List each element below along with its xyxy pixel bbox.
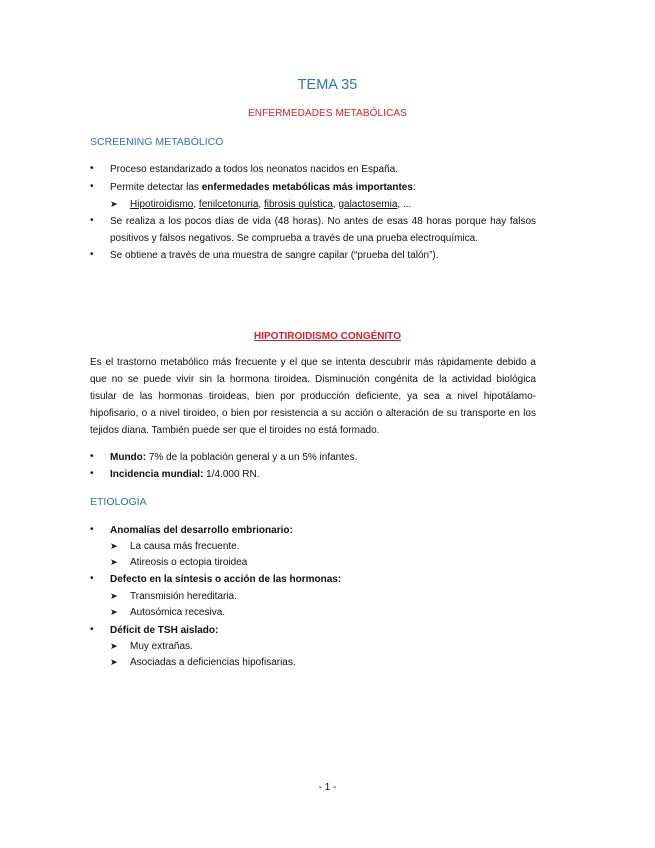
ellipsis: ... bbox=[402, 199, 412, 210]
etiologia-group-title bbox=[110, 574, 341, 585]
arrow-bullet: ➤ bbox=[110, 657, 118, 667]
etiologia-sub-item: La causa más frecuente. bbox=[130, 541, 240, 552]
bullet: • bbox=[90, 573, 94, 584]
bold-text: enfermedades metabólicas más importantes bbox=[201, 182, 413, 193]
separator: , bbox=[258, 199, 264, 210]
etiologia-group-title bbox=[110, 625, 218, 636]
bullet: • bbox=[90, 215, 94, 226]
arrow-bullet: ➤ bbox=[110, 641, 118, 651]
etiologia-group-title bbox=[110, 525, 293, 536]
bold-text: Anomalías del desarrollo embrionario: bbox=[110, 525, 293, 536]
arrow-bullet: ➤ bbox=[110, 607, 118, 617]
bullet: • bbox=[90, 624, 94, 635]
section-heading-screening: SCREENING METABÓLICO bbox=[90, 136, 224, 148]
section-heading-hipotiroidismo: HIPOTIROIDISMO CONGÉNITO bbox=[253, 331, 402, 342]
disease-galactosemia: galactosemia bbox=[338, 199, 398, 210]
disease-list bbox=[130, 199, 411, 210]
screening-item bbox=[110, 182, 416, 193]
arrow-bullet: ➤ bbox=[110, 199, 118, 209]
bullet: • bbox=[90, 451, 94, 462]
stat-incidencia bbox=[110, 469, 260, 480]
arrow-bullet: ➤ bbox=[110, 557, 118, 567]
stat-value: 1/4.000 RN. bbox=[203, 469, 260, 480]
paragraph-line: que no se puede vivir sin la hormona tiroidea. Disminución congénita de la actividad biológica bbox=[90, 374, 536, 385]
screening-item: Se obtiene a través de una muestra de sangre capilar (“prueba del talón”). bbox=[110, 250, 439, 261]
disease-hipotiroidismo: Hipotiroidismo bbox=[130, 199, 194, 210]
paragraph-line: Es el trastorno metabólico más frecuente y el que se intenta descubrir más rápidamente debido a bbox=[90, 357, 536, 368]
etiologia-sub-item: Atireosis o ectopia tiroidea bbox=[130, 557, 248, 568]
page-subtitle: ENFERMEDADES METABÓLICAS bbox=[248, 108, 407, 119]
separator: , bbox=[332, 199, 339, 210]
paragraph-line: tejidos diana. También puede ser que el tiroides no está formado. bbox=[90, 425, 380, 436]
page-number: - 1 - bbox=[318, 782, 337, 793]
disease-fenilcetonuria: fenilcetonuria bbox=[198, 199, 259, 210]
separator: , bbox=[193, 199, 199, 210]
stat-label: Mundo: bbox=[110, 452, 147, 463]
stat-label: Incidencia mundial: bbox=[110, 469, 204, 480]
bullet: • bbox=[90, 249, 94, 260]
etiologia-sub-item: Transmisión hereditaria. bbox=[130, 591, 237, 602]
disease-fibrosis-quistica: fibrosis quística bbox=[263, 199, 333, 210]
stat-mundo bbox=[110, 452, 357, 463]
section-heading-etiologia: ETIOLOGÍA bbox=[90, 496, 147, 508]
bold-text: Defecto en la síntesis o acción de las hormonas: bbox=[110, 574, 342, 585]
paragraph-line: tisular de las hormonas tiroideas, bien por producción deficiente, ya sea a nivel hipotálamo- bbox=[90, 391, 536, 402]
bullet: • bbox=[90, 468, 94, 479]
etiologia-sub-item: Asociadas a deficiencias hipofisarias. bbox=[130, 657, 296, 668]
arrow-bullet: ➤ bbox=[110, 541, 118, 551]
screening-item: Proceso estandarizado a todos los neonatos nacidos en España. bbox=[110, 164, 398, 175]
bullet: • bbox=[90, 163, 94, 174]
text-run: : bbox=[412, 182, 416, 193]
text-run: Permite detectar las bbox=[110, 182, 202, 193]
separator: , bbox=[397, 199, 403, 210]
etiologia-sub-item: Muy extrañas. bbox=[130, 641, 193, 652]
paragraph-line: hipofisario, o a nivel tiroideo, o bien por resistencia a su acción o alteración de su transporte en los bbox=[90, 408, 536, 419]
bullet: • bbox=[90, 524, 94, 535]
screening-item-line: positivos y falsos negativos. Se comprueba a través de una prueba electroquímica. bbox=[110, 233, 478, 244]
bold-text: Déficit de TSH aislado: bbox=[110, 625, 219, 636]
screening-item-line: Se realiza a los pocos días de vida (48 horas). No antes de esas 48 horas porque hay falsos bbox=[110, 216, 536, 227]
etiologia-sub-item: Autosómica recesiva. bbox=[130, 607, 226, 618]
bullet: • bbox=[90, 181, 94, 192]
arrow-bullet: ➤ bbox=[110, 591, 118, 601]
page-title: TEMA 35 bbox=[297, 77, 358, 93]
stat-value: 7% de la población general y a un 5% infantes. bbox=[146, 452, 358, 463]
